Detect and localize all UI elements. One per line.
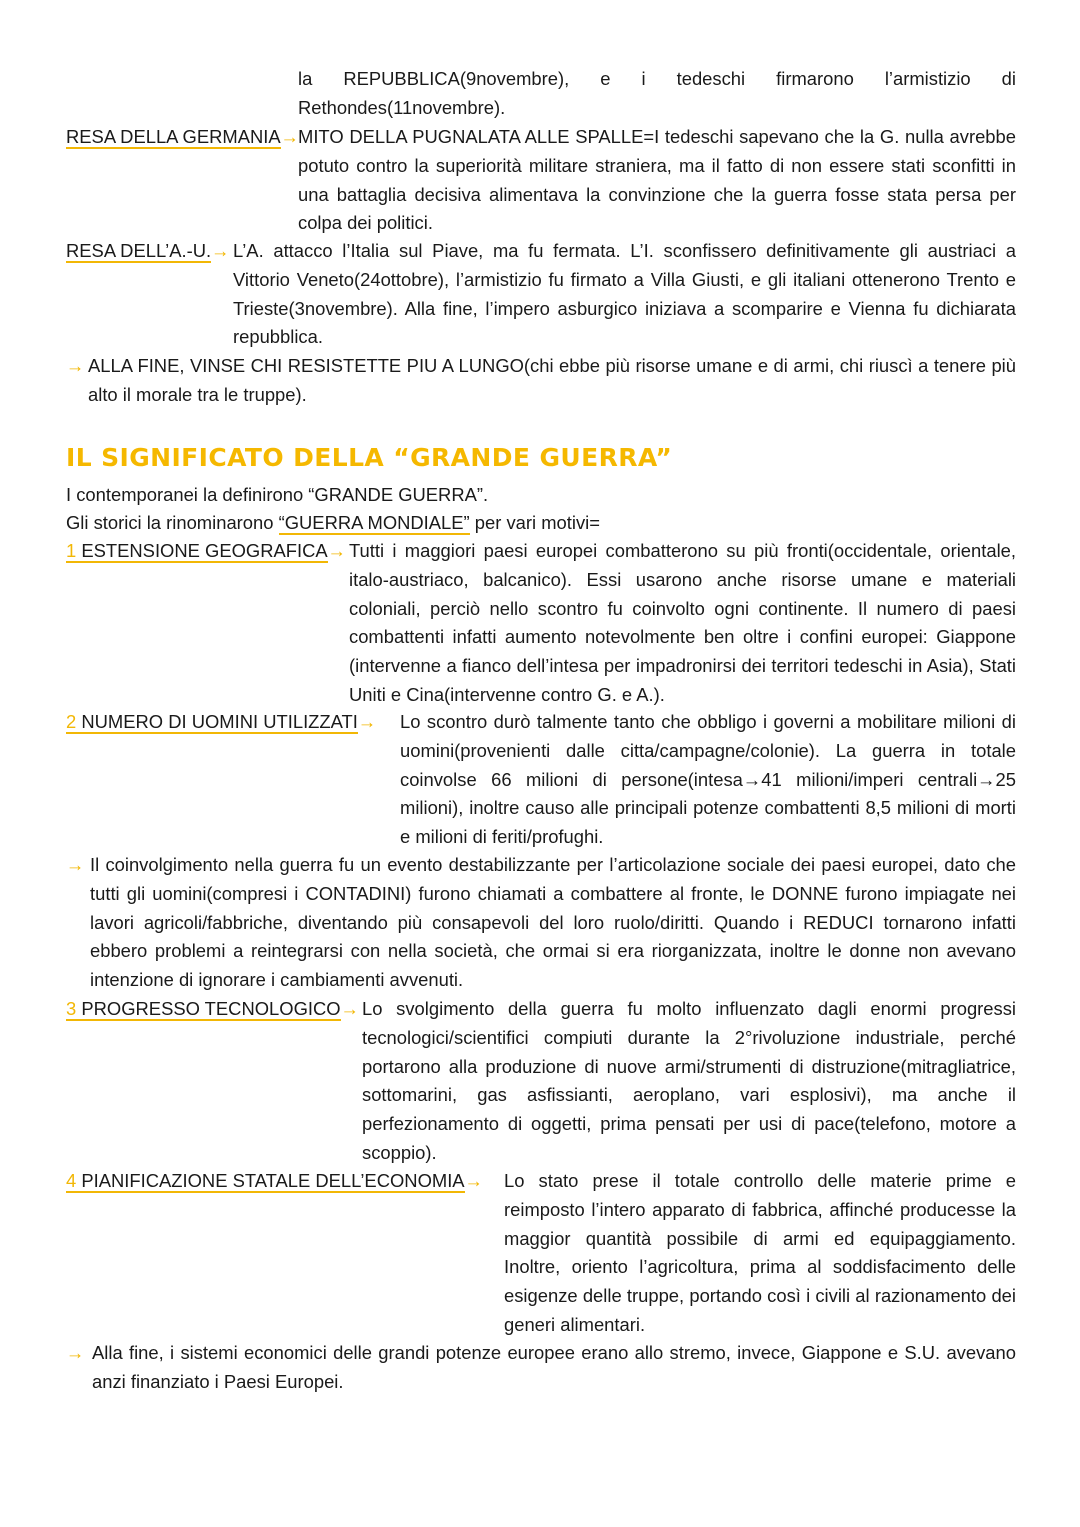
resa-au-label: RESA DELL’A.-U.→: [66, 240, 230, 261]
conclusion-2-text: Alla fine, i sistemi economici delle grandi potenze europee erano allo stremo, invece, Giappone e S.U. avevano anzi finanziato i Paesi Europei.: [92, 1342, 1016, 1392]
point-3-label: 3 PROGRESSO TECNOLOGICO→: [66, 998, 359, 1019]
right-arrow-icon: →: [340, 998, 359, 1019]
continuation-paragraph: la REPUBBLICA(9novembre), e i tedeschi firmarono l’armistizio di Rethondes(11novembre).: [298, 68, 1016, 118]
resa-au-text: L’A. attacco l’Italia sul Piave, ma fu fermata. L’I. sconfissero definitivamente gli austriaci a Vittorio Veneto(24ottobre), l’armistizio fu firmato a Villa Giusti, e gli italiani ottenerono Trento e Trieste(3novembre). Alla fine, l’impero asburgico iniziava a scomparire e Vienna fu dichiarata repubblica.: [233, 240, 1016, 348]
section-title: IL SIGNIFICATO DELLA “GRANDE GUERRA”: [66, 443, 673, 472]
intro-line-2: Gli storici la rinominarono “GUERRA MONDIALE” per vari motivi=: [66, 512, 600, 533]
right-arrow-icon: →: [211, 240, 230, 261]
right-arrow-icon: →: [280, 126, 300, 147]
conclusion-1-text: ALLA FINE, VINSE CHI RESISTETTE PIU A LUNGO(chi ebbe più risorse umane e di armi, chi riuscì a tenere più alto il morale tra le truppe).: [88, 355, 1016, 405]
point-3-text: Lo svolgimento della guerra fu molto influenzato dagli enormi progressi tecnologici/scientifici compiuti durante la 2°rivoluzione industriale, perché portarono alla produzione di nuove armi/strumenti di distruzione(mitragliatrice, sottomarini, gas asfissianti, aeroplano, vari esplosivi), ma anche il perfezionamento di oggetti, prima pensati per usi di pace(telefono, motore a scoppio).: [362, 998, 1016, 1163]
point-1-label: 1 ESTENSIONE GEOGRAFICA→: [66, 540, 347, 561]
right-arrow-icon: →: [66, 854, 85, 875]
point-4-label: 4 PIANIFICAZIONE STATALE DELL’ECONOMIA→: [66, 1170, 483, 1191]
point-4-text: Lo stato prese il totale controllo delle materie prime e reimposto l’intero apparato di fabbrica, affinché producesse la maggior quantità possibile di armi ed equipaggiamento. Inoltre, oriento l’agricoltura, prima al soddisfacimento delle esigenze delle truppe, portando così i civili al razionamento dei generi alimentari.: [504, 1170, 1016, 1335]
social-note-text: Il coinvolgimento nella guerra fu un evento destabilizzante per l’articolazione sociale dei paesi europei, dato che tutti gli uomini(compresi i CONTADINI) furono chiamati a combattere al fronte, le DONNE furono impiagate nei lavori agricoli/fabbriche, diventando più consapevoli del loro ruolo/diritti. Quando i REDUCI tornarono infatti ebbero problemi a reintegrarsi con nella società, che ormai si era riorganizzata, inoltre le donne non avevano intenzione di ignorare i cambiamenti avvenuti.: [90, 854, 1016, 991]
right-arrow-icon: →: [464, 1170, 483, 1191]
right-arrow-icon: →: [66, 1342, 85, 1363]
intro-line-1: I contemporanei la definirono “GRANDE GUERRA”.: [66, 484, 489, 505]
resa-germania-label: RESA DELLA GERMANIA→: [66, 126, 300, 147]
resa-germania-text: MITO DELLA PUGNALATA ALLE SPALLE=I tedeschi sapevano che la G. nulla avrebbe potuto contro la superiorità militare straniera, ma il fatto di non essere stati sconfitti in una battaglia decisiva alimentava la convinzione che la guerra fosse stata persa per colpa dei politici.: [298, 126, 1016, 234]
point-1-text: Tutti i maggiori paesi europei combatterono su più fronti(occidentale, orientale, italo-austriaco, balcanico). Essi usarono anche risorse umane e materiali coloniali, perciò nello scontro fu coinvolto ogni continente. Il numero di paesi combattenti infatti aumento notevolmente ben oltre i confini europei: Giappone (intervenne a fianco dell’intesa per impadronirsi dei territori tedeschi in Asia), Stati Uniti e Cina(intervenne contro G. e A.).: [349, 540, 1016, 705]
right-arrow-icon: →: [357, 711, 377, 732]
right-arrow-icon: →: [327, 540, 347, 561]
point-2-label: 2 NUMERO DI UOMINI UTILIZZATI→: [66, 711, 377, 732]
guerra-mondiale-highlight: “GUERRA MONDIALE”: [278, 512, 470, 533]
point-2-text: Lo scontro durò talmente tanto che obbligo i governi a mobilitare milioni di uomini(provenienti dalle citta/campagne/colonie). La guerra in totale coinvolse 66 milioni di persone(intesa→41 milioni/imperi centrali→25 milioni), inoltre causo alle principali potenze combattenti 8,5 milioni di morti e milioni di feriti/profughi.: [400, 711, 1016, 848]
right-arrow-icon: →: [66, 355, 85, 376]
